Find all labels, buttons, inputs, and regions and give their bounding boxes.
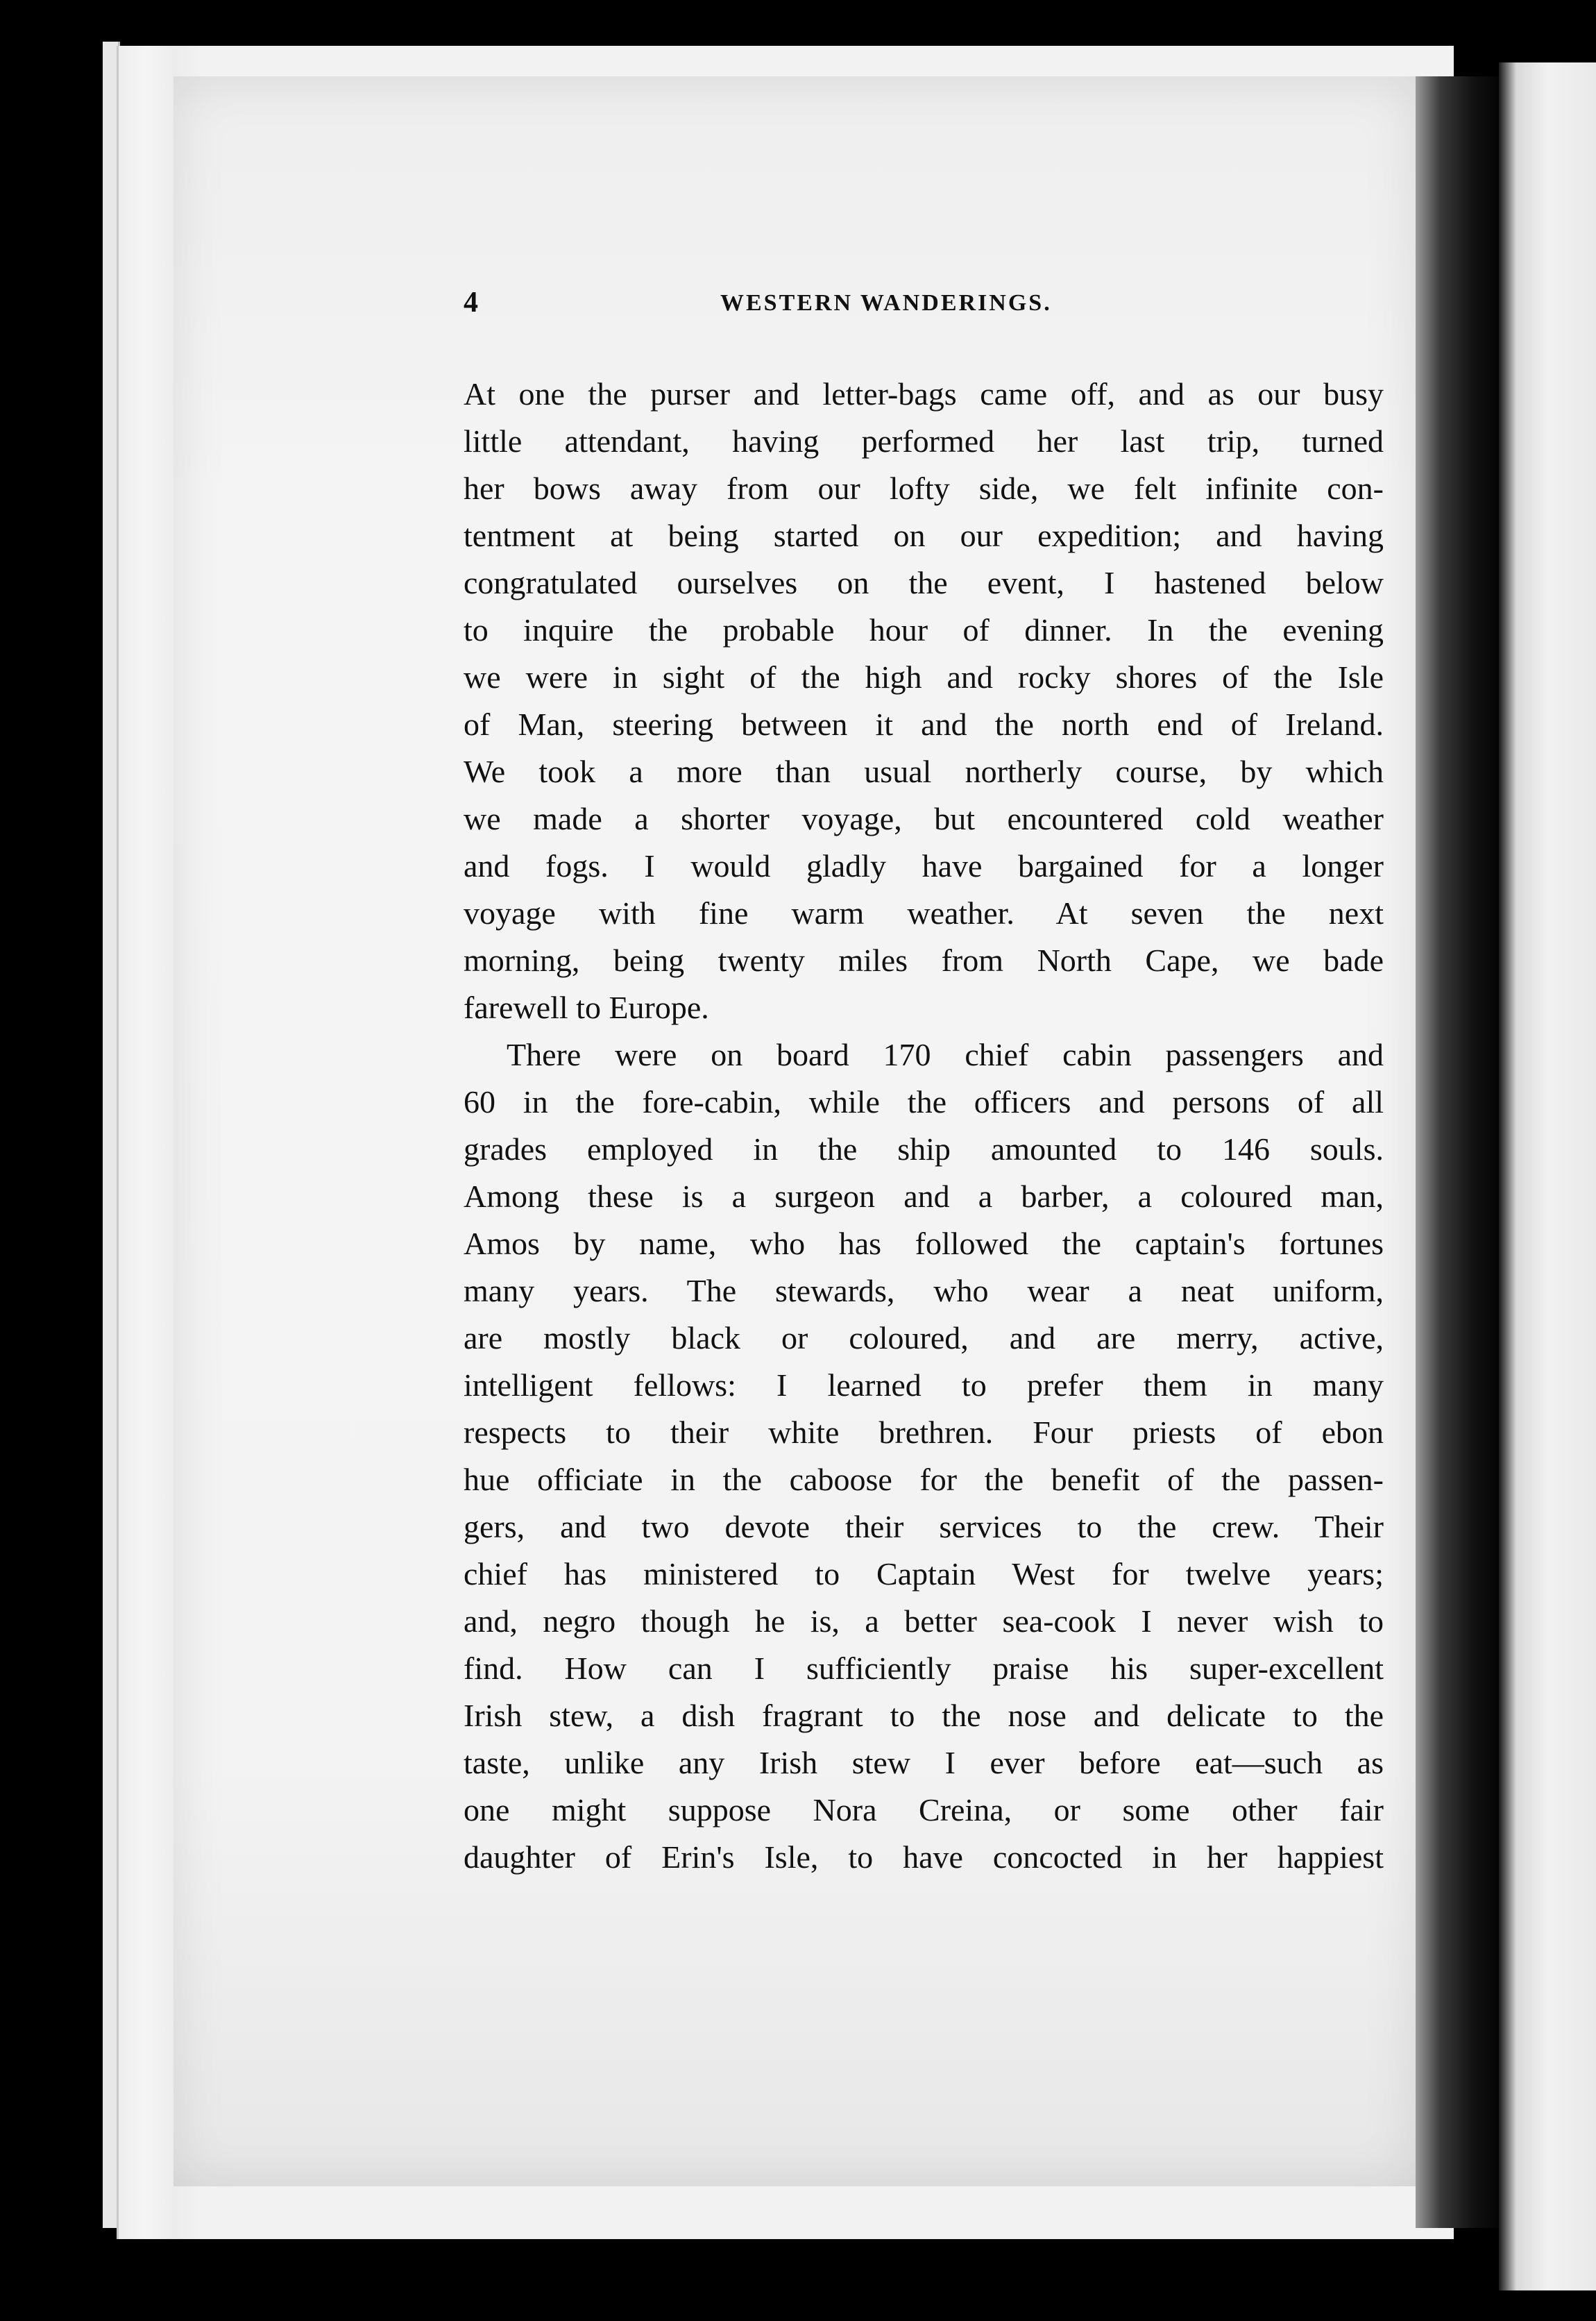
text-line: and fogs. I would gladly have bargained for a longer bbox=[464, 848, 1384, 884]
text-line: morning, being twenty miles from North Cape, we bade bbox=[464, 943, 1384, 978]
text-line: and, negro though he is, a better sea-cook I never wish to bbox=[464, 1603, 1384, 1639]
text-line: tentment at being started on our expedition; and having bbox=[464, 518, 1384, 553]
text-line: Among these is a surgeon and a barber, a coloured man, bbox=[464, 1179, 1384, 1214]
gutter-shadow bbox=[1416, 76, 1499, 2228]
text-line: Irish stew, a dish fragrant to the nose and delicate to the bbox=[464, 1698, 1384, 1733]
text-line: we made a shorter voyage, but encountered cold weather bbox=[464, 801, 1384, 836]
text-line: 60 in the fore-cabin, while the officers and persons of all bbox=[464, 1084, 1384, 1120]
text-line: grades employed in the ship amounted to 146 souls. bbox=[464, 1131, 1384, 1167]
text-line: are mostly black or coloured, and are merry, active, bbox=[464, 1320, 1384, 1356]
text-line: We took a more than usual northerly course, by which bbox=[464, 754, 1384, 789]
text-line-paragraph-start: There were on board 170 chief cabin passengers and bbox=[507, 1037, 1384, 1072]
running-head: WESTERN WANDERINGS. bbox=[720, 290, 1052, 316]
text-line: find. How can I sufficiently praise his super-excellent bbox=[464, 1651, 1384, 1686]
text-line: many years. The stewards, who wear a neat uniform, bbox=[464, 1273, 1384, 1308]
text-line: gers, and two devote their services to the crew. Their bbox=[464, 1509, 1384, 1544]
text-line: At one the purser and letter-bags came off, and as our busy bbox=[464, 376, 1384, 412]
text-line: voyage with fine warm weather. At seven the next bbox=[464, 895, 1384, 931]
facing-page bbox=[1499, 62, 1596, 2290]
text-line: intelligent fellows: I learned to prefer them in many bbox=[464, 1367, 1384, 1403]
text-line: one might suppose Nora Creina, or some other fair bbox=[464, 1792, 1384, 1828]
text-line: of Man, steering between it and the north end of Ireland. bbox=[464, 707, 1384, 742]
text-line: her bows away from our lofty side, we felt infinite con- bbox=[464, 471, 1384, 506]
text-line: congratulated ourselves on the event, I hastened below bbox=[464, 565, 1384, 600]
text-line: hue officiate in the caboose for the benefit of the passen- bbox=[464, 1462, 1384, 1497]
text-line: farewell to Europe. bbox=[464, 990, 709, 1025]
page-number: 4 bbox=[464, 287, 478, 319]
text-line: respects to their white brethren. Four priests of ebon bbox=[464, 1415, 1384, 1450]
body-text bbox=[464, 371, 1384, 1881]
text-line: little attendant, having performed her last trip, turned bbox=[464, 423, 1384, 459]
text-line: Amos by name, who has followed the captain's fortunes bbox=[464, 1226, 1384, 1261]
text-line: chief has ministered to Captain West for twelve years; bbox=[464, 1556, 1384, 1592]
page-header bbox=[464, 286, 1379, 328]
text-line: to inquire the probable hour of dinner. In the evening bbox=[464, 612, 1384, 648]
text-line: taste, unlike any Irish stew I ever before eat—such as bbox=[464, 1745, 1384, 1780]
text-line: we were in sight of the high and rocky shores of the Isle bbox=[464, 659, 1384, 695]
text-line: daughter of Erin's Isle, to have concocted in her happiest bbox=[464, 1839, 1384, 1875]
